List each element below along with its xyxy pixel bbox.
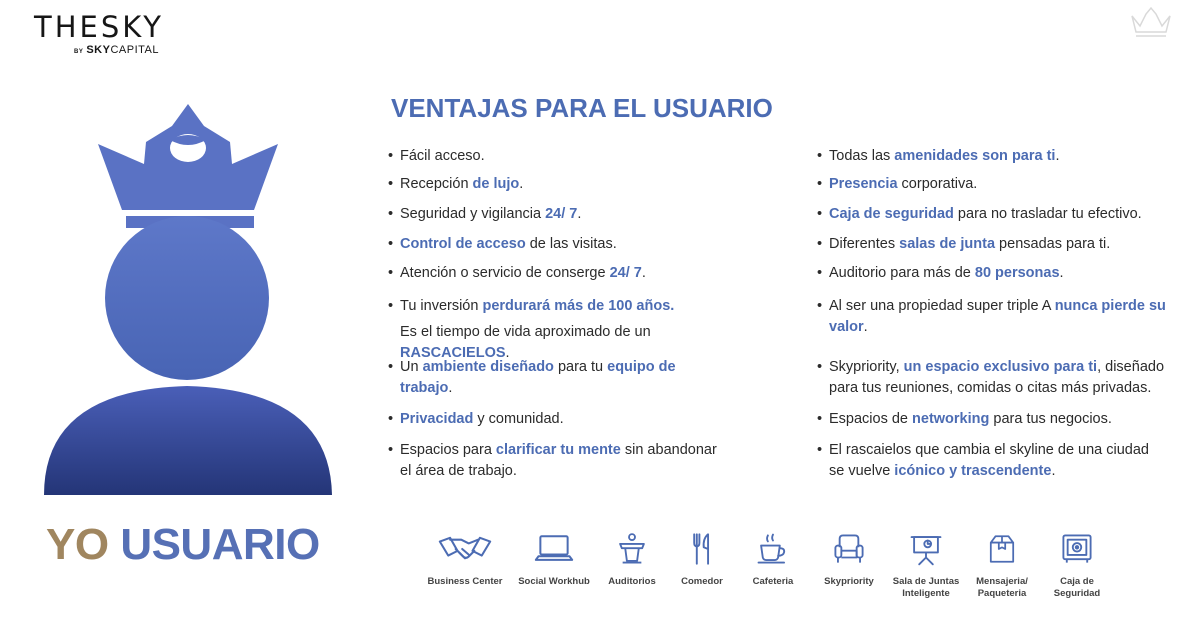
amenity-sala-de-juntas: Sala de Juntas Inteligente bbox=[881, 530, 971, 600]
list-item: • Todas las amenidades son para ti. bbox=[817, 146, 1187, 167]
list-item: • Caja de seguridad para no trasladar tu efectivo. bbox=[817, 204, 1187, 225]
presentation-board-icon bbox=[909, 530, 943, 568]
list-item: • Un ambiente diseñado para tu equipo de trabajo. bbox=[388, 357, 748, 399]
brand-name: THESKY bbox=[34, 10, 164, 44]
laptop-icon bbox=[534, 530, 574, 568]
coffee-cup-icon bbox=[756, 530, 790, 568]
list-item: • Fácil acceso. bbox=[388, 146, 748, 167]
brand-capital: CAPITAL bbox=[110, 44, 159, 56]
package-box-icon bbox=[986, 530, 1018, 568]
handshake-icon bbox=[437, 530, 493, 568]
brand-sky: SKY bbox=[86, 44, 111, 56]
brand-subtitle bbox=[74, 44, 159, 56]
list-item: • Tu inversión perdurará más de 100 años. Es el tiempo de vida aproximado de un RASCACIELOS. bbox=[388, 296, 748, 364]
title-usuario: USUARIO bbox=[120, 520, 320, 569]
amenity-cafeteria: Cafeteria bbox=[728, 530, 818, 588]
amenity-auditorios: Auditorios bbox=[587, 530, 677, 588]
list-item: • Control de acceso de las visitas. bbox=[388, 234, 748, 255]
list-item: • Al ser una propiedad super triple A nunca pierde su valor. bbox=[817, 296, 1187, 338]
list-item: • Atención o servicio de conserge 24/ 7. bbox=[388, 263, 748, 284]
cutlery-icon bbox=[689, 530, 715, 568]
amenities-row bbox=[420, 530, 1120, 610]
list-item: • Presencia corporativa. bbox=[817, 174, 1187, 195]
amenity-comedor: Comedor bbox=[657, 530, 747, 588]
safe-icon bbox=[1060, 530, 1094, 568]
amenity-business-center: Business Center bbox=[420, 530, 510, 588]
list-item: • Espacios para clarificar tu mente sin abandonar el área de trabajo. bbox=[388, 440, 748, 482]
podium-icon bbox=[615, 530, 649, 568]
section-heading: VENTAJAS PARA EL USUARIO bbox=[391, 93, 773, 123]
yo-usuario-title bbox=[46, 520, 320, 570]
armchair-icon bbox=[832, 530, 866, 568]
list-item: • Auditorio para más de 80 personas. bbox=[817, 263, 1187, 284]
list-item: • Seguridad y vigilancia 24/ 7. bbox=[388, 204, 748, 225]
list-item: • Skypriority, un espacio exclusivo para ti, diseñado para tus reuniones, comidas o citas más privadas. bbox=[817, 357, 1187, 399]
list-item: • Recepción de lujo. bbox=[388, 174, 748, 195]
amenity-mensajeria: Mensajeria/ Paqueteria bbox=[957, 530, 1047, 600]
amenity-caja-de-seguridad: Caja de Seguridad bbox=[1032, 530, 1122, 600]
crown-corner-icon bbox=[1128, 6, 1174, 40]
amenity-social-workhub: Social Workhub bbox=[509, 530, 599, 588]
amenity-skypriority: Skypriority bbox=[804, 530, 894, 588]
crowned-user-icon bbox=[40, 100, 340, 530]
list-item: • El rascaielos que cambia el skyline de una ciudad se vuelve icónico y trascendente. bbox=[817, 440, 1187, 482]
list-item: • Privacidad y comunidad. bbox=[388, 409, 748, 430]
brand-by: BY bbox=[74, 49, 84, 55]
list-item: • Diferentes salas de junta pensadas para ti. bbox=[817, 234, 1187, 255]
brand-logo bbox=[34, 10, 184, 56]
title-yo: YO bbox=[46, 520, 109, 569]
list-item: • Espacios de networking para tus negocios. bbox=[817, 409, 1187, 430]
